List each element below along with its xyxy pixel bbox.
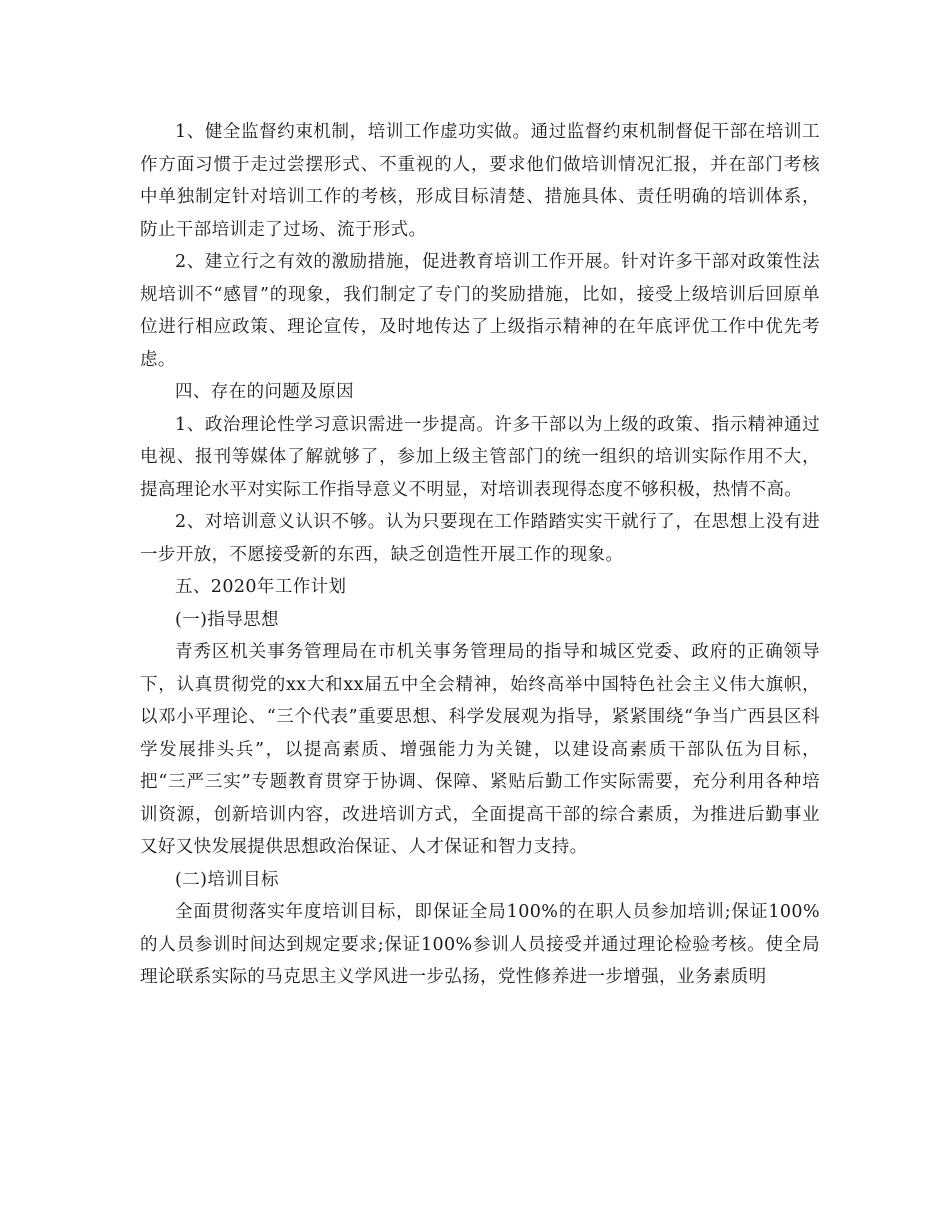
paragraph-theory-awareness: 1、政治理论性学习意识需进一步提高。许多干部以为上级的政策、指示精神通过电视、报刊等媒体了解就够了，参加上级主管部门的统一组织的培训实际作用不大，提高理论水平对实际工作指导意义不明显，对培训表现得态度不够积极，热情不高。	[140, 414, 820, 500]
subheading-guiding-ideology: (一)指导思想	[175, 609, 279, 630]
paragraph-training-understanding: 2、对培训意义认识不够。认为只要现在工作踏踏实实干就行了，在思想上没有进一步开放，不愿接受新的东西，缺乏创造性开展工作的现象。	[140, 512, 820, 565]
paragraph-supervision: 1、健全监督约束机制，培训工作虚功实做。通过监督约束机制督促干部在培训工作方面习惯于走过尝摆形式、不重视的人，要求他们做培训情况汇报，并在部门考核中单独制定针对培训工作的考核，形成目标清楚、措施具体、责任明确的培训体系，防止干部培训走了过场、流于形式。	[140, 122, 820, 240]
paragraph-guiding-ideology: 青秀区机关事务管理局在市机关事务管理局的指导和城区党委、政府的正确领导下，认真贯彻党的xx大和xx届五中全会精神，始终高举中国特色社会主义伟大旗帜，以邓小平理论、“三个代表”重要思想、科学发展观为指导，紧紧围绕“争当广西县区科学发展排头兵”，以提高素质、增强能力为关键，以建设高素质干部队伍为目标，把“三严三实”专题教育贯穿于协调、保障、紧贴后勤工作实际需要，充分利用各种培训资源，创新培训内容，改进培训方式，全面提高干部的综合素质，为推进后勤事业又好又快发展提供思想政治保证、人才保证和智力支持。	[140, 642, 820, 857]
section-heading-problems: 四、存在的问题及原因	[175, 382, 354, 402]
document-body	[140, 116, 820, 994]
section-heading-plan: 五、2020年工作计划	[175, 577, 347, 597]
paragraph-incentive: 2、建立行之有效的激励措施，促进教育培训工作开展。针对许多干部对政策性法规培训不“感冒”的现象，我们制定了专门的奖励措施，比如，接受上级培训后回原单位进行相应政策、理论宣传，及时地传达了上级指示精神的在年底评优工作中优先考虑。	[140, 252, 820, 370]
subheading-training-goals: (二)培训目标	[175, 869, 279, 890]
paragraph-training-goals: 全面贯彻落实年度培训目标，即保证全局100%的在职人员参加培训;保证100%的人员参训时间达到规定要求;保证100%参训人员接受并通过理论检验考核。使全局理论联系实际的马克思主义学风进一步弘扬，党性修养进一步增强，业务素质明	[140, 902, 820, 987]
